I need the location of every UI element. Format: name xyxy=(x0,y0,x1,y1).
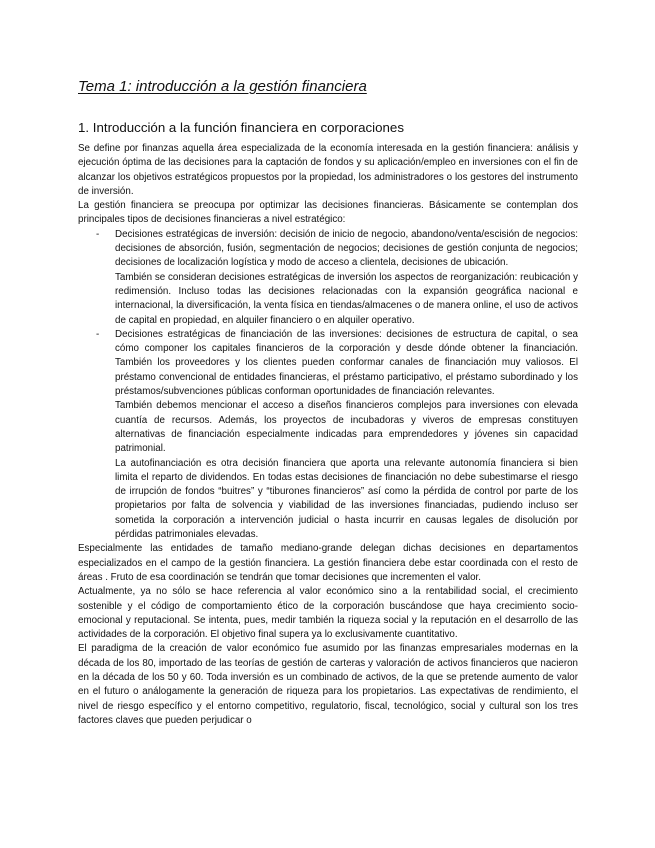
paragraph-definition: Se define por finanzas aquella área especializada de la economía interesada en la gestión financiera: análisis y ejecución óptima de las decisiones para la captación de fondos y su aplicación/empleo en inversiones con el fin de alcanzar los objetivos estratégicos propuestos por la propiedad, los administradores o los gestores del instrumento de inversión. xyxy=(78,143,578,197)
paragraph-social-value: Actualmente, ya no sólo se hace referencia al valor económico sino a la rentabilidad social, el crecimiento sostenible y el código de comportamiento ético de la corporación buscándose que haya crecimiento socio-emocional y reputacional. Se intenta, pues, medir también la riqueza social y la reputación en el desarrollo de las actividades de la corporación. El objetivo final supera ya lo exclusivamente cuantitativo. xyxy=(78,586,578,641)
section-heading: 1. Introducción a la función financiera en corporaciones xyxy=(78,120,404,135)
bullet-investment-decisions: - Decisiones estratégicas de inversión: decisión de inicio de negocio, abandono/venta/escisión de negocios: decisiones de absorción, fusión, segmentación de negocios; decisiones de gestión conjunta de negocios; decisiones de localización logística y modo de acceso a clientela, decisiones de ubicación. xyxy=(78,228,578,271)
document-body xyxy=(78,142,578,728)
bullet-financing-decisions: - Decisiones estratégicas de financiación de las inversiones: decisiones de estructura de capital, o sea cómo componer los capitales financieros de la corporación y desde dónde obtener la financiación. También los proveedores y los clientes pueden conformar canales de financiación muy valiosos. El préstamo convencional de entidades financieras, el préstamo participativo, el préstamo subordinado y los préstamos/subvenciones públicas conforman oportunidades de financiación relevantes. xyxy=(78,328,578,399)
paragraph-self-financing: La autofinanciación es otra decisión financiera que aporta una relevante autonomía financiera si bien limita el reparto de dividendos. En todas estas decisiones de financiación no debe subestimarse el riesgo de irrupción de fondos “buitres” y “tiburones financieros” así como la pérdida de control por parte de los propietarios por falta de solvencia y viabilidad de las inversiones financiadas, pudiendo incluso ser sometida la corporación a intervención judicial o hasta incurrir en causas legales de disolución por pérdidas patrimoniales elevadas. xyxy=(115,457,578,541)
paragraph-value-paradigm: El paradigma de la creación de valor económico fue asumido por las finanzas empresariales modernas en la década de los 80, importado de las teorías de gestión de carteras y valoración de activos financieros que nacieron en la década de los 50 y 60. Toda inversión es un combinado de activos, de la que se pretende aumento de valor en el futuro o análogamente la generación de riqueza para los propietarios. Las expectativas de rendimiento, el nivel de riesgo específico y el entorno competitivo, regulatorio, fiscal, tecnológico, social y cultural son los tres factores claves que pueden perjudicar o xyxy=(78,643,578,726)
paragraph-reorganization: También se consideran decisiones estratégicas de inversión los aspectos de reorganización: reubicación y redimensión. Incluso todas las decisiones relacionadas con la expansión geográfica nacional e internacional, la diversificación, la venta física en tiendas/almacenes o de manera online, el uso de activos de capital en propiedad, en alquiler financiero o en alquiler operativo. xyxy=(115,271,578,326)
paragraph-delegation: Especialmente las entidades de tamaño mediano-grande delegan dichas decisiones en departamentos especializados en el campo de la gestión financiera. La gestión financiera debe estar coordinada con el resto de áreas . Fruto de esa coordinación se tendrán que tomar decisiones que incrementen el valor. xyxy=(78,543,578,583)
paragraph-intro-decisions: La gestión financiera se preocupa por optimizar las decisiones financieras. Básicamente se contemplan dos principales tipos de decisiones financieras a nivel estratégico: xyxy=(78,200,578,226)
paragraph-complex-designs: También debemos mencionar el acceso a diseños financieros complejos para inversiones con elevada cuantía de recursos. Además, los proyectos de incubadoras y viveros de empresas constituyen alternativas de financiación especialmente indicadas para emprendedores y jóvenes sin capacidad patrimonial. xyxy=(115,400,578,455)
document-title: Tema 1: introducción a la gestión financiera xyxy=(78,78,367,95)
